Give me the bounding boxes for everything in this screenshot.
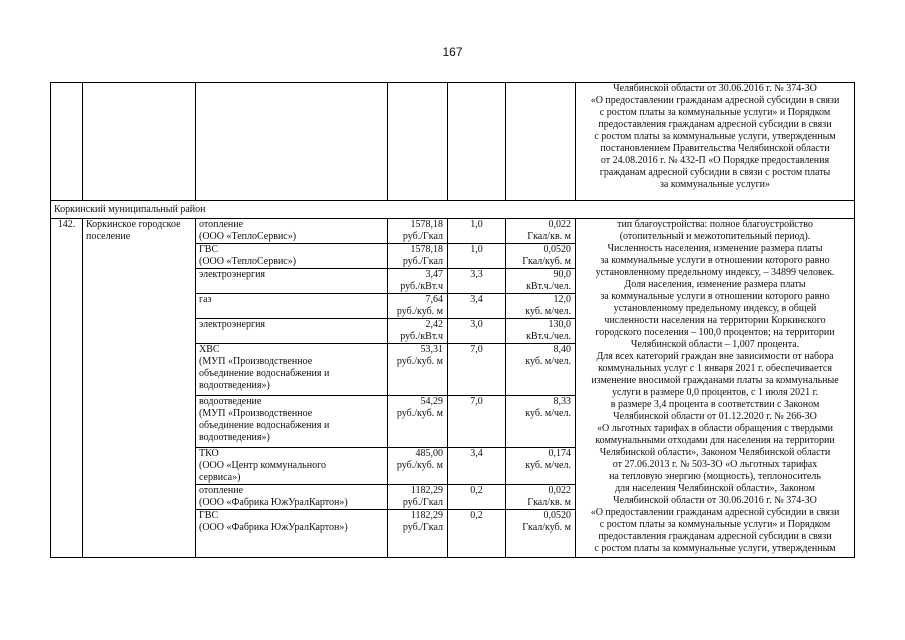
service-name-line: (ООО «Центр коммунального xyxy=(199,460,326,471)
note-line: с ростом платы за коммунальные услуги» и Порядком xyxy=(599,107,831,118)
norm-cell-line: Гкал/куб. м xyxy=(522,256,571,267)
service-name-line: водоотведения») xyxy=(199,432,270,443)
tariff-cell xyxy=(388,396,448,448)
tariff-cell xyxy=(388,294,448,319)
service-name-line: водоотведения») xyxy=(199,380,270,391)
service-name xyxy=(196,344,388,396)
note-line: на тепловую энергию (мощность), теплоноситель xyxy=(609,471,821,482)
continuation-row xyxy=(51,83,855,201)
service-name-line: водоотведение xyxy=(199,396,262,407)
tariff-cell-line: руб./кВт.ч xyxy=(400,281,443,292)
tariff-cell-line: руб./куб. м xyxy=(396,408,443,419)
norm-cell xyxy=(506,448,576,485)
tariff-cell-line: 53,31 xyxy=(420,344,443,355)
note-line: за коммунальные услуги в отношении которого равно xyxy=(600,255,830,266)
note-line: от 27.06.2013 г. № 503-ЗО «О льготных тарифах xyxy=(612,459,818,470)
index-cell: 3,4 xyxy=(448,448,506,485)
service-name-line: (ООО «ТеплоСервис») xyxy=(199,231,297,242)
service-name xyxy=(196,485,388,510)
note-line: «О льготных тарифах в области обращения с твердыми xyxy=(596,423,833,434)
tariff-cell xyxy=(388,448,448,485)
tariff-cell xyxy=(388,219,448,244)
norm-cell-line: 0,022 xyxy=(548,485,571,496)
index-cell: 3,3 xyxy=(448,269,506,294)
tariff-cell-line: 1578,18 xyxy=(410,219,443,230)
note-line: городского поселения – 100,0 процентов; на территории xyxy=(595,327,835,338)
service-name-line: ГВС xyxy=(199,244,219,255)
note-line: с ростом платы за коммунальные услуги» и Порядком xyxy=(599,519,831,530)
note-line: коммунальными отходами для населения на территории xyxy=(595,435,835,446)
tariff-cell-line: руб./куб. м xyxy=(396,460,443,471)
tariff-cell-line: руб./Гкал xyxy=(402,256,443,267)
norm-cell-line: Гкал/кв. м xyxy=(527,231,571,242)
note-line: гражданам адресной субсидии в связи с ростом платы xyxy=(599,167,831,178)
note-line: «О предоставлении гражданам адресной субсидии в связи xyxy=(590,507,840,518)
norm-cell-line: куб. м/чел. xyxy=(525,408,571,419)
entry-note xyxy=(576,219,855,558)
service-name xyxy=(196,448,388,485)
note-line: численности населения на территории Коркинского xyxy=(604,315,826,326)
norm-cell-line: куб. м/чел. xyxy=(525,356,571,367)
note-line: «О предоставлении гражданам адресной субсидии в связи xyxy=(590,95,840,106)
norm-cell-line: 130,0 xyxy=(548,319,571,330)
norm-cell-line: 0,022 xyxy=(548,219,571,230)
norm-cell-line: 90,0 xyxy=(553,269,571,280)
service-name xyxy=(196,219,388,244)
service-name-line: отопление xyxy=(199,485,244,496)
tariff-cell-line: 485,00 xyxy=(415,448,443,459)
tariff-table xyxy=(50,82,855,558)
note-line: (отопительный и межотопительный период). xyxy=(619,231,811,242)
tariff-cell xyxy=(388,510,448,558)
norm-cell xyxy=(506,344,576,396)
norm-cell-line: кВт.ч./чел. xyxy=(526,331,571,342)
index-cell: 0,2 xyxy=(448,485,506,510)
norm-cell-line: куб. м/чел. xyxy=(525,306,571,317)
note-line: с ростом платы за коммунальные услуги, утвержденным xyxy=(594,543,836,554)
service-name-line: ХВС xyxy=(199,344,220,355)
norm-cell-line: 12,0 xyxy=(553,294,571,305)
tariff-cell-line: 3,47 xyxy=(425,269,443,280)
tariff-cell xyxy=(388,269,448,294)
index-cell: 7,0 xyxy=(448,344,506,396)
note-line: за коммунальные услуги» xyxy=(659,179,771,190)
service-name xyxy=(196,244,388,269)
norm-cell xyxy=(506,294,576,319)
index-cell: 1,0 xyxy=(448,219,506,244)
note-line: в размере 3,4 процента в соответствии с Законом xyxy=(610,399,820,410)
tariff-cell xyxy=(388,319,448,344)
service-name xyxy=(196,269,388,294)
service-name-line: объединение водоснабжения и xyxy=(199,420,330,431)
note-line: Челябинской области от 01.12.2020 г. № 266-ЗО xyxy=(613,411,817,422)
service-name xyxy=(196,294,388,319)
service-name-line: ГВС xyxy=(199,510,219,521)
tariff-cell-line: руб./Гкал xyxy=(402,497,443,508)
municipality-name: Коркинское городское поселение xyxy=(83,219,196,558)
service-row xyxy=(51,219,855,244)
norm-cell-line: Гкал/куб. м xyxy=(522,522,571,533)
note-line: Доля населения, изменение размера платы xyxy=(624,279,806,290)
note-line: тип благоустройства: полное благоустройство xyxy=(617,219,813,230)
tariff-cell-line: руб./кВт.ч xyxy=(400,331,443,342)
norm-cell-line: 8,33 xyxy=(553,396,571,407)
note-line: коммунальных услуг с 1 января 2021 г. обеспечивается xyxy=(598,363,832,374)
index-cell: 7,0 xyxy=(448,396,506,448)
note-line: Челябинской области», Законом Челябинской области xyxy=(599,447,831,458)
norm-cell xyxy=(506,319,576,344)
note-line: за коммунальные услуги в отношении которого равно xyxy=(600,291,830,302)
tariff-cell-line: 1578,18 xyxy=(410,244,443,255)
norm-cell xyxy=(506,219,576,244)
note-line: услуги в размере 0,0 процентов, с 1 июля 2021 г. xyxy=(611,387,819,398)
index-cell: 3,4 xyxy=(448,294,506,319)
norm-cell xyxy=(506,510,576,558)
tariff-cell xyxy=(388,485,448,510)
note-line: установленному предельному индексу, – 34899 человек. xyxy=(595,267,835,278)
service-name xyxy=(196,396,388,448)
index-cell: 1,0 xyxy=(448,244,506,269)
note-line: Для всех категорий граждан вне зависимости от набора xyxy=(596,351,834,362)
norm-cell xyxy=(506,396,576,448)
service-name-line: электроэнергия xyxy=(199,269,266,280)
index-cell: 3,0 xyxy=(448,319,506,344)
service-name-line: сервиса») xyxy=(199,472,241,483)
service-name-line: ТКО xyxy=(199,448,219,459)
service-name-line: (ООО «Фабрика ЮжУралКартон») xyxy=(199,497,348,508)
tariff-cell-line: руб./куб. м xyxy=(396,356,443,367)
norm-cell-line: 8,40 xyxy=(553,344,571,355)
note-line: с ростом платы за коммунальные услуги, утвержденным xyxy=(594,131,836,142)
tariff-cell-line: руб./Гкал xyxy=(402,231,443,242)
norm-cell-line: 0,174 xyxy=(548,448,571,459)
tariff-cell-line: 7,64 xyxy=(425,294,443,305)
section-row xyxy=(51,201,855,219)
note-line: для населения Челябинской области», Законом xyxy=(615,483,815,494)
service-name-line: газ xyxy=(199,294,212,305)
norm-cell-line: 0,0520 xyxy=(543,244,571,255)
norm-cell-line: кВт.ч./чел. xyxy=(526,281,571,292)
note-line: предоставления гражданам адресной субсидии в связи xyxy=(598,531,832,542)
note-line: Челябинской области – 1,007 процента. xyxy=(630,339,800,350)
section-title: Коркинский муниципальный район xyxy=(51,201,855,219)
tariff-cell-line: 1182,29 xyxy=(410,510,443,521)
norm-cell xyxy=(506,485,576,510)
service-name xyxy=(196,319,388,344)
service-name-line: отопление xyxy=(199,219,244,230)
note-line: Челябинской области от 30.06.2016 г. № 374-ЗО xyxy=(613,495,817,506)
norm-cell-line: 0,0520 xyxy=(543,510,571,521)
note-line: изменение вносимой гражданами платы за коммунальные xyxy=(591,375,839,386)
service-name-line: (МУП «Производственное xyxy=(199,356,313,367)
top-note-cell xyxy=(576,83,855,201)
tariff-cell-line: 2,42 xyxy=(425,319,443,330)
tariff-cell-line: руб./куб. м xyxy=(396,306,443,317)
entry-number: 142. xyxy=(51,219,83,558)
note-line: от 24.08.2016 г. № 432-П «О Порядке предоставления xyxy=(600,155,830,166)
norm-cell xyxy=(506,244,576,269)
service-name xyxy=(196,510,388,558)
service-name-line: (ООО «Фабрика ЮжУралКартон») xyxy=(199,522,348,533)
service-name-line: электроэнергия xyxy=(199,319,266,330)
page-number: 167 xyxy=(442,45,463,59)
note-line: установленному предельному индексу, в общей xyxy=(613,303,817,314)
tariff-cell xyxy=(388,244,448,269)
tariff-cell xyxy=(388,344,448,396)
service-name-line: объединение водоснабжения и xyxy=(199,368,330,379)
tariff-cell-line: 1182,29 xyxy=(410,485,443,496)
norm-cell-line: Гкал/кв. м xyxy=(527,497,571,508)
norm-cell xyxy=(506,269,576,294)
note-line: предоставления гражданам адресной субсидии в связи xyxy=(598,119,832,130)
tariff-cell-line: 54,29 xyxy=(420,396,443,407)
note-line: Челябинской области от 30.06.2016 г. № 374-ЗО xyxy=(613,83,817,94)
index-cell: 0,2 xyxy=(448,510,506,558)
norm-cell-line: куб. м/чел. xyxy=(525,460,571,471)
service-name-line: (МУП «Производственное xyxy=(199,408,313,419)
service-name-line: (ООО «ТеплоСервис») xyxy=(199,256,297,267)
tariff-cell-line: руб./Гкал xyxy=(402,522,443,533)
note-line: постановлением Правительства Челябинской области xyxy=(600,143,830,154)
note-line: Численность населения, изменение размера платы xyxy=(607,243,823,254)
